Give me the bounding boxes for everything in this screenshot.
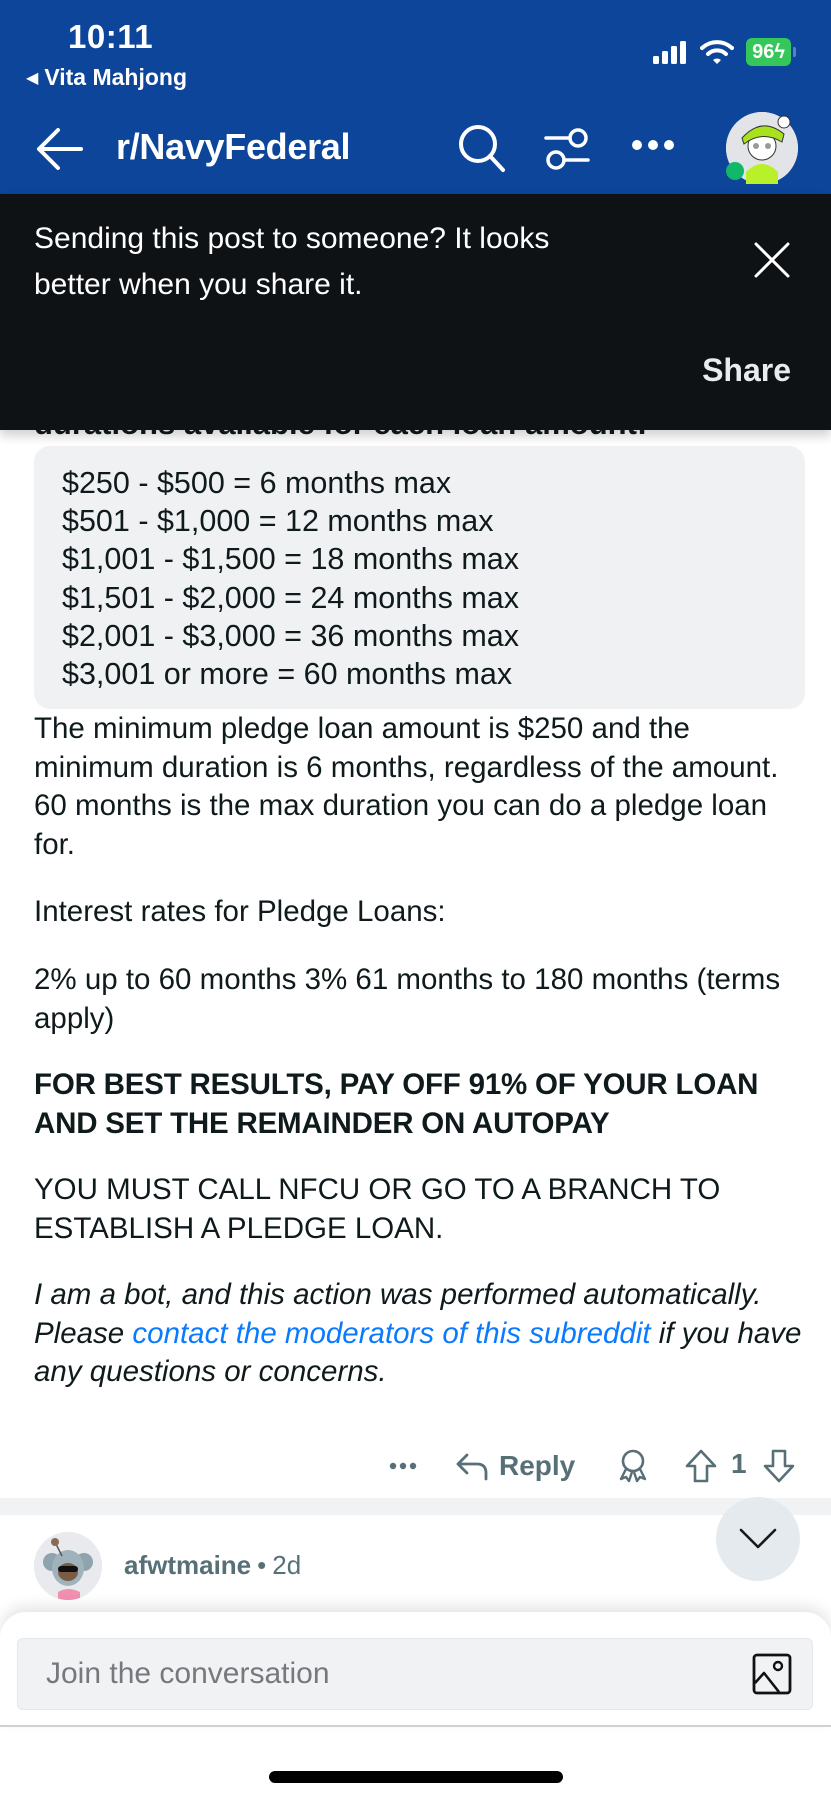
code-line: $1,001 - $1,500 = 18 months max	[62, 542, 519, 577]
bot-disclaimer	[34, 1276, 804, 1392]
online-status-dot	[726, 162, 744, 180]
banner-message: Sending this post to someone? It looks better when you share it.	[34, 222, 550, 301]
share-button[interactable]: Share	[702, 352, 791, 388]
more-actions-icon[interactable]	[388, 1446, 418, 1486]
meta-separator: •	[257, 1550, 267, 1580]
code-line: $501 - $1,000 = 12 months max	[62, 504, 494, 539]
nav-bar	[0, 112, 831, 182]
code-line: $250 - $500 = 6 months max	[62, 466, 452, 500]
bot-text-post: if you have any questions or concerns.	[34, 1316, 802, 1388]
vote-score: 1	[731, 1448, 747, 1479]
commenter-avatar[interactable]	[34, 1532, 102, 1600]
reply-button[interactable]	[455, 1446, 575, 1486]
comment-username[interactable]: afwtmaine	[124, 1550, 252, 1580]
code-line: $3,001 or more = 60 months max	[62, 657, 513, 692]
must-call-paragraph: YOU MUST CALL NFCU OR GO TO A BRANCH TO ESTABLISH A PLEDGE LOAN.	[34, 1173, 721, 1245]
comment-meta	[124, 1550, 301, 1581]
code-line: $2,001 - $3,000 = 36 months max	[62, 618, 519, 653]
cellular-signal-icon	[652, 40, 688, 64]
back-triangle-icon: ◀	[26, 69, 39, 87]
best-results-paragraph: FOR BEST RESULTS, PAY OFF 91% OF YOUR LOAN AND SET THE REMAINDER ON AUTOPAY	[34, 1068, 759, 1140]
reply-arrow-icon	[455, 1451, 489, 1481]
reply-label: Reply	[499, 1450, 576, 1481]
comment-divider	[0, 1498, 831, 1515]
more-options-icon[interactable]	[630, 130, 676, 160]
bot-text-pre: I am a bot, and this action was performed automatically. Please	[34, 1278, 762, 1350]
status-time: 10:11	[68, 18, 154, 55]
next-comment-button[interactable]	[716, 1497, 800, 1581]
search-icon[interactable]	[456, 122, 508, 174]
code-line: $1,501 - $2,000 = 24 months max	[62, 580, 519, 615]
back-arrow-icon[interactable]	[34, 126, 84, 172]
composer-input-box[interactable]	[17, 1638, 813, 1710]
back-app-label: Vita Mahjong	[44, 64, 188, 90]
contact-moderators-link[interactable]: contact the moderators of this subreddit	[132, 1316, 651, 1350]
battery-indicator	[746, 38, 791, 66]
chevron-down-icon	[738, 1527, 778, 1551]
charging-bolt-icon: ϟ	[774, 41, 785, 63]
wifi-icon	[700, 39, 734, 65]
back-to-app-link[interactable]	[26, 64, 187, 91]
status-icons	[652, 38, 791, 66]
downvote-icon[interactable]	[762, 1448, 796, 1484]
comment-age: 2d	[272, 1550, 302, 1580]
add-image-icon[interactable]	[752, 1653, 792, 1695]
composer-bottom-border	[0, 1725, 831, 1727]
home-indicator[interactable]	[269, 1771, 563, 1783]
app-header	[0, 0, 831, 194]
upvote-icon[interactable]	[684, 1448, 718, 1484]
join-conversation-input[interactable]	[46, 1639, 686, 1709]
filter-icon[interactable]	[542, 124, 592, 174]
comment-composer	[0, 1612, 831, 1726]
minimum-loan-paragraph: The minimum pledge loan amount is $250 and the minimum duration is 6 months, regardless of the amount. 60 months is the max duration you can do a pledge loan for.	[34, 712, 779, 861]
battery-level: 96	[752, 41, 775, 63]
interest-rates-heading: Interest rates for Pledge Loans:	[34, 895, 446, 928]
close-icon[interactable]	[752, 240, 792, 280]
interest-rates-paragraph: 2% up to 60 months 3% 61 months to 180 months (terms apply)	[34, 963, 781, 1035]
share-suggestion-banner	[0, 194, 831, 430]
subreddit-title[interactable]: r/NavyFederal	[116, 126, 351, 167]
loan-duration-code-block	[34, 446, 805, 709]
comment-action-bar	[0, 1446, 831, 1486]
award-icon[interactable]	[616, 1448, 650, 1484]
koala-avatar-icon	[34, 1532, 102, 1600]
